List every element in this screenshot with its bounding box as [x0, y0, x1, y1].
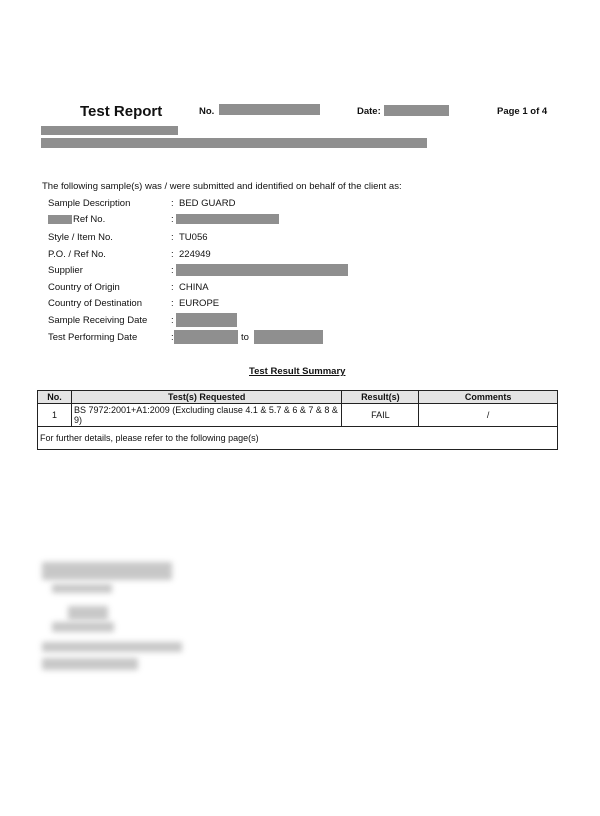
- to-label: to: [241, 332, 249, 343]
- field-label-po-ref: P.O. / Ref No.: [48, 249, 106, 260]
- result-summary-table: [37, 390, 558, 450]
- field-colon: :: [171, 265, 174, 276]
- blur-line: [52, 584, 112, 593]
- field-value-style-item: TU056: [179, 232, 208, 243]
- report-no-label: No.: [199, 106, 215, 117]
- header-no: No.: [38, 391, 72, 404]
- report-no-redaction: [219, 104, 320, 115]
- blur-line: [52, 622, 114, 632]
- client-address-redaction: [41, 138, 427, 148]
- date-label: Date:: [357, 106, 381, 117]
- table-footnote-row: [38, 427, 558, 450]
- table-header-row: [38, 391, 558, 404]
- field-value-po-ref: 224949: [179, 249, 211, 260]
- field-label-performing-date: Test Performing Date: [48, 332, 138, 343]
- field-label-receiving-date: Sample Receiving Date: [48, 315, 148, 326]
- cell-comment: /: [419, 404, 558, 427]
- blur-line: [42, 658, 138, 670]
- cell-result: FAIL: [342, 404, 419, 427]
- blur-line: [42, 562, 172, 580]
- field-colon: :: [171, 332, 174, 343]
- field-label-ref-no: Ref No.: [73, 214, 106, 225]
- intro-text: The following sample(s) was / were submitted and identified on behalf of the client as:: [42, 181, 402, 192]
- blur-signature: [68, 606, 108, 620]
- performing-date-start-redaction: [174, 330, 238, 344]
- ref-no-redaction: [176, 214, 279, 224]
- field-colon: :: [171, 282, 174, 293]
- header-test: Test(s) Requested: [71, 391, 341, 404]
- field-label-country-origin: Country of Origin: [48, 282, 120, 293]
- client-name-redaction: [41, 126, 178, 135]
- header-result: Result(s): [342, 391, 419, 404]
- field-value-country-destination: EUROPE: [179, 298, 220, 309]
- receiving-date-redaction: [176, 313, 237, 327]
- field-label-country-destination: Country of Destination: [48, 298, 142, 309]
- field-label-style-item: Style / Item No.: [48, 232, 113, 243]
- report-title: Test Report: [80, 103, 163, 120]
- field-colon: :: [171, 232, 174, 243]
- summary-title: Test Result Summary: [249, 366, 346, 377]
- performing-date-end-redaction: [254, 330, 323, 344]
- field-value-country-origin: CHINA: [179, 282, 209, 293]
- ref-prefix-redaction: [48, 215, 72, 224]
- footnote: For further details, please refer to the following page(s): [38, 427, 558, 450]
- cell-test: BS 7972:2001+A1:2009 (Excluding clause 4.1 & 5.7 & 6 & 7 & 8 & 9): [71, 404, 341, 427]
- field-label-sample-description: Sample Description: [48, 198, 131, 209]
- field-label-supplier: Supplier: [48, 265, 83, 276]
- blur-line: [42, 642, 182, 652]
- date-redaction: [384, 105, 449, 116]
- field-colon: :: [171, 214, 174, 225]
- table-row: [38, 404, 558, 427]
- cell-no: 1: [38, 404, 72, 427]
- field-colon: :: [171, 249, 174, 260]
- supplier-redaction: [176, 264, 348, 276]
- header-comments: Comments: [419, 391, 558, 404]
- field-colon: :: [171, 315, 174, 326]
- field-colon: :: [171, 298, 174, 309]
- page-indicator: Page 1 of 4: [497, 106, 548, 117]
- field-colon: :: [171, 198, 174, 209]
- field-value-sample-description: BED GUARD: [179, 198, 236, 209]
